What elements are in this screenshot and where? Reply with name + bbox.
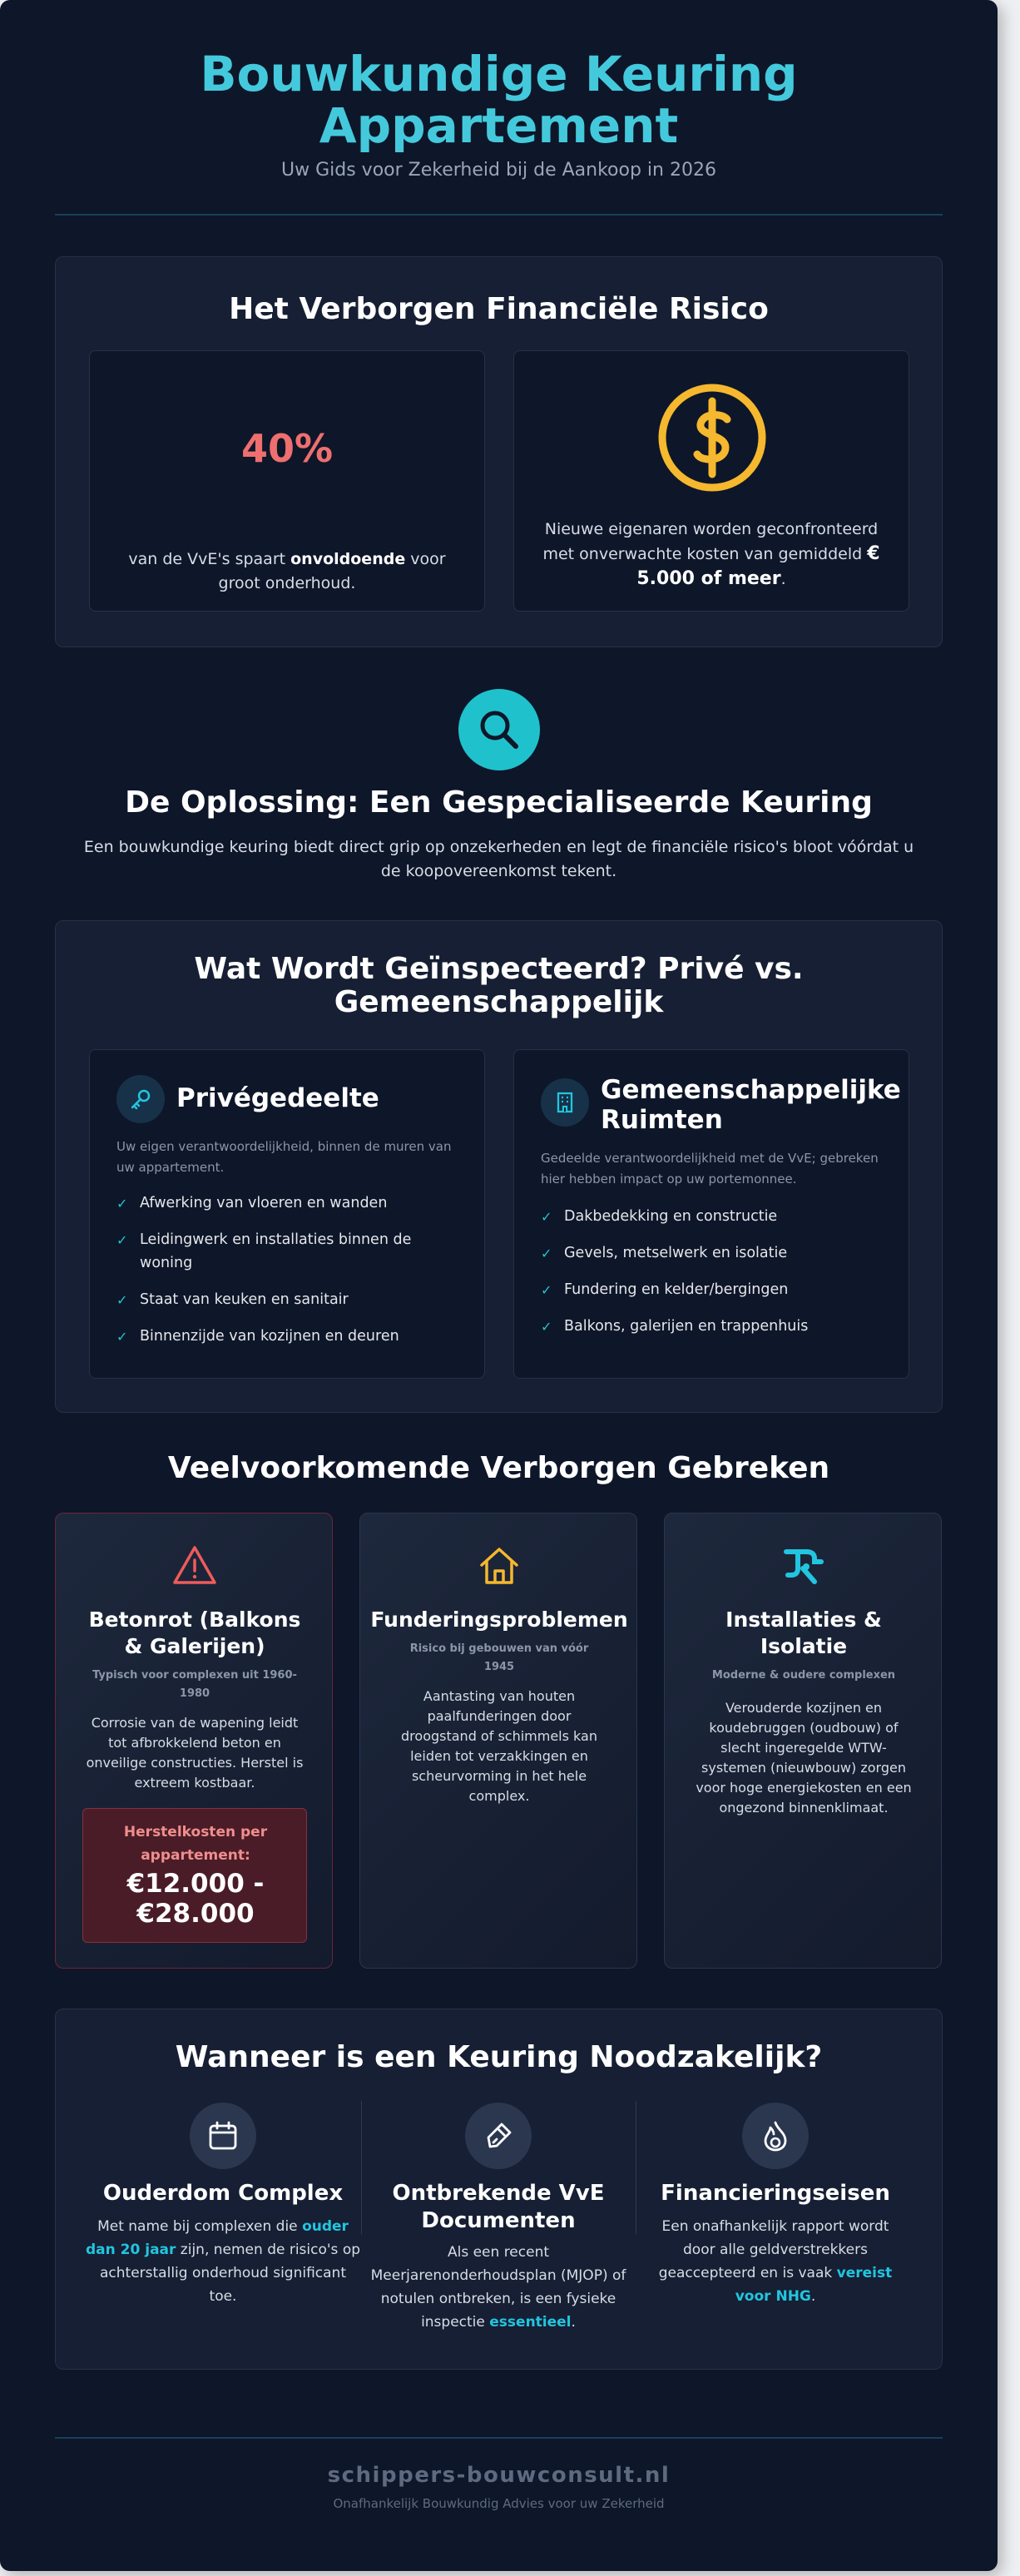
common-title: Gemeenschappelijke Ruimten bbox=[601, 1075, 901, 1135]
when-text: Met name bij complexen die ouder dan 20 jaar zijn, nemen de risico's op achterstallig onderhoud significant toe. bbox=[86, 2218, 361, 2305]
page-title bbox=[0, 46, 998, 154]
defect-card-installaties bbox=[664, 1513, 942, 1969]
page-subtitle: Uw Gids voor Zekerheid bij de Aankoop in 2026 bbox=[281, 160, 716, 181]
cost-text: Nieuwe eigenaren worden geconfronteerd met onverwachte kosten van gemiddeld € 5.000 of meer. bbox=[542, 520, 880, 589]
footer-tagline: Onafhankelijk Bouwkundig Advies voor uw Zekerheid bbox=[333, 2496, 665, 2511]
when-text: Als een recent Meerjarenonderhoudsplan (MJOP) of notulen ontbreken, is een fysieke inspectie essentieel. bbox=[370, 2244, 626, 2331]
inspection-heading: Wat Wordt Geïnspecteerd? Privé vs. Gemeenschappelijk bbox=[194, 952, 804, 1019]
cost-label: Herstelkosten per appartement: bbox=[123, 1824, 268, 1864]
search-icon bbox=[458, 689, 540, 770]
common-card bbox=[513, 1049, 909, 1379]
defect-title: Betonrot (Balkons & Galerijen) bbox=[88, 1608, 301, 1658]
title-line-2: Appartement bbox=[319, 97, 679, 154]
defect-card-fundering bbox=[359, 1513, 637, 1969]
list-item: ✓ Fundering en kelder/bergingen bbox=[541, 1281, 789, 1298]
solution-heading: De Oplossing: Een Gespecialiseerde Keuring bbox=[125, 785, 873, 820]
key-icon bbox=[116, 1075, 165, 1123]
defect-title: Funderingsproblemen bbox=[370, 1608, 628, 1632]
building-icon bbox=[541, 1078, 589, 1127]
when-title: Financieringseisen bbox=[661, 2181, 890, 2206]
private-list bbox=[116, 1191, 466, 1361]
private-desc: Uw eigen verantwoordelijkheid, binnen de muren van uw appartement. bbox=[116, 1139, 452, 1175]
defect-sub: Moderne & oudere complexen bbox=[711, 1669, 896, 1682]
stat-card bbox=[89, 350, 485, 612]
stat-text: van de VvE's spaart onvoldoende voor groot onderhoud. bbox=[128, 550, 446, 592]
flame-icon bbox=[742, 2103, 809, 2169]
risk-panel bbox=[55, 256, 943, 647]
defect-card-betonrot bbox=[55, 1513, 333, 1969]
list-item: ✓ Staat van keuken en sanitair bbox=[116, 1291, 349, 1308]
common-desc: Gedeelde verantwoordelijkheid met de VvE; gebreken hier hebben impact op uw portemonnee. bbox=[541, 1151, 879, 1186]
cost-value: €12.000 - €28.000 bbox=[126, 1869, 265, 1929]
house-icon bbox=[477, 1543, 522, 1588]
warning-icon bbox=[172, 1543, 217, 1588]
list-item: ✓ Balkons, galerijen en trappenhuis bbox=[541, 1318, 809, 1335]
list-item: ✓ Dakbedekking en constructie bbox=[541, 1208, 778, 1225]
dollar-icon bbox=[657, 383, 767, 493]
common-list bbox=[541, 1205, 890, 1351]
title-line-1: Bouwkundige Keuring bbox=[200, 46, 798, 102]
inspection-panel bbox=[55, 920, 943, 1413]
document-pen-icon bbox=[465, 2103, 532, 2169]
private-card bbox=[89, 1049, 485, 1379]
solution-text: Een bouwkundige keuring biedt direct grip op onzekerheden en legt de financiële risico's bloot vóórdat u de koopovereenkomst tekent. bbox=[83, 838, 914, 880]
list-item: ✓ Leidingwerk en installaties binnen de woning bbox=[116, 1231, 412, 1271]
defects-heading: Veelvoorkomende Verborgen Gebreken bbox=[167, 1451, 830, 1485]
when-title: Ouderdom Complex bbox=[102, 2181, 344, 2206]
private-title: Privégedeelte bbox=[176, 1083, 379, 1113]
list-item: ✓ Binnenzijde van kozijnen en deuren bbox=[116, 1328, 399, 1345]
when-heading: Wanneer is een Keuring Noodzakelijk? bbox=[175, 2040, 823, 2074]
stat-value: 40% bbox=[240, 426, 334, 471]
footer-divider bbox=[55, 2437, 943, 2439]
header-divider bbox=[55, 214, 943, 215]
footer-brand[interactable]: schippers-bouwconsult.nl bbox=[327, 2463, 671, 2488]
defect-text: Verouderde kozijnen en koudebruggen (oudbouw) of slecht ingeregelde WTW-systemen (nieuwbouw) zorgen voor hoge energiekosten en een ongezond binnenklimaat. bbox=[696, 1700, 912, 1816]
cost-card bbox=[513, 350, 909, 612]
list-item: ✓ Gevels, metselwerk en isolatie bbox=[541, 1245, 788, 1261]
list-item: ✓ Afwerking van vloeren en wanden bbox=[116, 1195, 388, 1211]
defect-text: Aantasting van houten paalfunderingen door droogstand of schimmels kan leiden tot verzakkingen en scheurvorming in het hele complex. bbox=[401, 1688, 597, 1804]
risk-heading: Het Verborgen Financiële Risico bbox=[229, 292, 769, 326]
defect-title: Installaties & Isolatie bbox=[725, 1608, 882, 1658]
when-title: Ontbrekende VvE Documenten bbox=[392, 2181, 605, 2233]
cost-box bbox=[82, 1808, 307, 1943]
pipe-icon bbox=[781, 1543, 826, 1588]
defect-sub: Risico bij gebouwen van vóór 1945 bbox=[409, 1642, 589, 1673]
when-text: Een onafhankelijk rapport wordt door alle geldverstrekkers geaccepteerd en is vaak vereist voor NHG. bbox=[658, 2218, 893, 2305]
defect-sub: Typisch voor complexen uit 1960-1980 bbox=[92, 1669, 297, 1700]
divider bbox=[361, 2101, 362, 2234]
calendar-icon bbox=[190, 2103, 256, 2169]
defect-text: Corrosie van de wapening leidt tot afbrokkelend beton en onveilige constructies. Herstel is extreem kostbaar. bbox=[86, 1715, 304, 1791]
